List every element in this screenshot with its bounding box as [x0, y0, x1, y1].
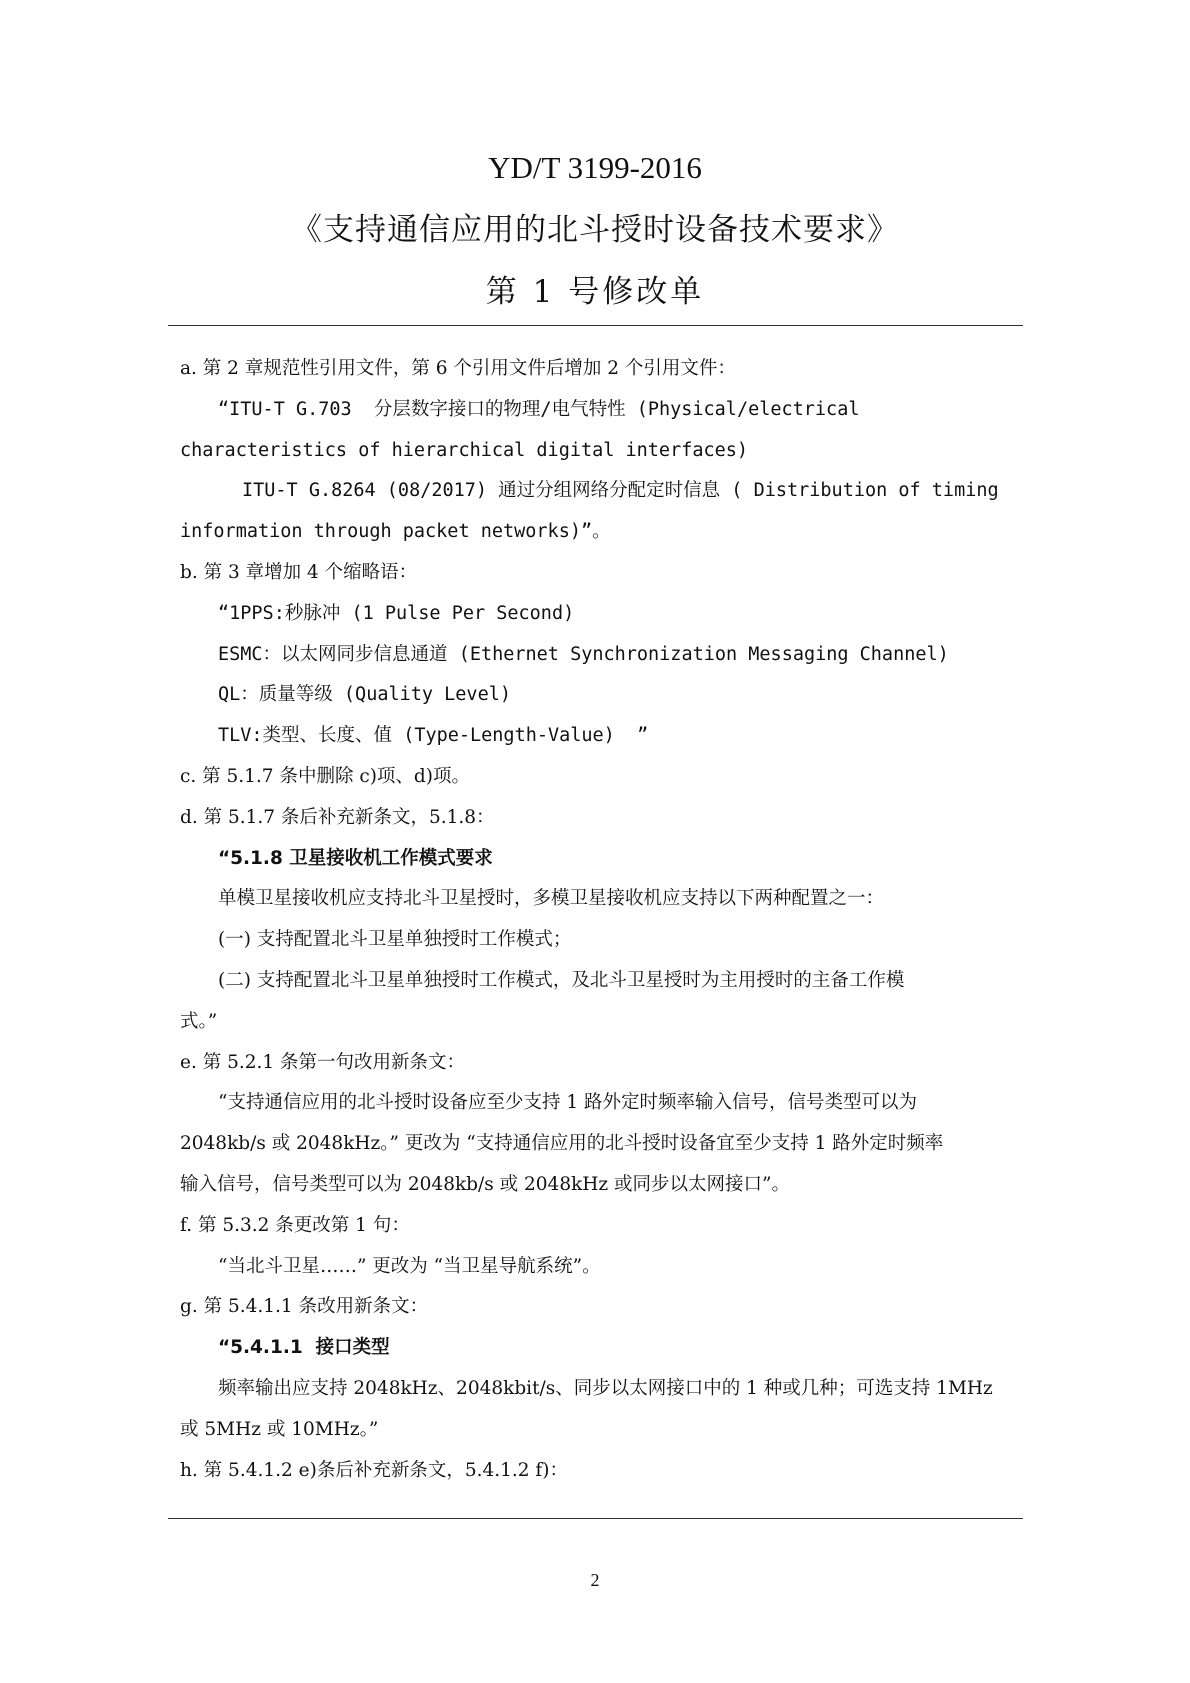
body-line: h. 第 5.4.1.2 e)条后补充新条文，5.4.1.2 f)： — [180, 1459, 568, 1481]
body-line: a. 第 2 章规范性引用文件，第 6 个引用文件后增加 2 个引用文件： — [180, 358, 736, 379]
body-line: d. 第 5.1.7 条后补充新条文，5.1.8： — [180, 806, 495, 828]
body-line: TLV:类型、长度、值 (Type-Length-Value) ” — [218, 725, 649, 747]
body-line: “ITU-T G.703 分层数字接口的物理/电气特性 (Physical/electrical — [218, 398, 860, 420]
body-line: c. 第 5.1.7 条中删除 c)项、d)项。 — [180, 766, 470, 787]
body-line: b. 第 3 章增加 4 个缩略语： — [180, 562, 418, 583]
standard-code: YD/T 3199-2016 — [488, 150, 702, 185]
body-line: g. 第 5.4.1.1 条改用新条文： — [180, 1296, 429, 1318]
page-number: 2 — [590, 1570, 600, 1590]
body-line: e. 第 5.2.1 条第一句改用新条文： — [180, 1051, 466, 1073]
body-line: (一) 支持配置北斗卫星单独授时工作模式； — [218, 929, 572, 951]
body-line: f. 第 5.3.2 条更改第 1 句： — [180, 1214, 410, 1236]
body-line: ESMC：以太网同步信息通道 (Ethernet Synchronization Messaging Channel) — [218, 643, 949, 665]
body-line: 式。” — [180, 1010, 218, 1032]
body-line: 2048kb/s 或 2048kHz。” 更改为 “支持通信应用的北斗授时设备宜至少支持 1 路外定时频率 — [180, 1133, 944, 1155]
body-line: QL：质量等级 (Quality Level) — [218, 684, 511, 706]
amendment-title: 第 1 号修改单 — [485, 274, 705, 310]
body-line: 输入信号，信号类型可以为 2048kb/s 或 2048kHz 或同步以太网接口”。 — [180, 1174, 791, 1195]
body-line: “1PPS:秒脉冲 (1 Pulse Per Second) — [218, 602, 575, 624]
header-divider — [168, 325, 1023, 326]
body-line: “5.1.8 卫星接收机工作模式要求 — [218, 847, 493, 869]
body-line: “5.4.1.1 接口类型 — [218, 1337, 390, 1359]
body-line: “当北斗卫星……” 更改为 “当卫星导航系统”。 — [218, 1255, 601, 1277]
body-line: information through packet networks)”。 — [180, 521, 611, 543]
body-line: (二) 支持配置北斗卫星单独授时工作模式，及北斗卫星授时为主用授时的主备工作模 — [218, 970, 905, 991]
body-line: 频率输出应支持 2048kHz、2048kbit/s、同步以太网接口中的 1 种或几种；可选支持 1MHz — [218, 1378, 993, 1399]
body-line: 或 5MHz 或 10MHz。” — [180, 1418, 379, 1440]
body-line: characteristics of hierarchical digital interfaces) — [180, 439, 749, 461]
document-title: 《支持通信应用的北斗授时设备技术要求》 — [291, 212, 899, 248]
footer-divider — [168, 1518, 1023, 1519]
body-line: 单模卫星接收机应支持北斗卫星授时，多模卫星接收机应支持以下两种配置之一： — [218, 888, 885, 910]
body-line: ITU-T G.8264 (08/2017) 通过分组网络分配定时信息 ( Distribution of timing — [242, 480, 999, 502]
body-line: “支持通信应用的北斗授时设备应至少支持 1 路外定时频率输入信号，信号类型可以为 — [218, 1092, 917, 1114]
